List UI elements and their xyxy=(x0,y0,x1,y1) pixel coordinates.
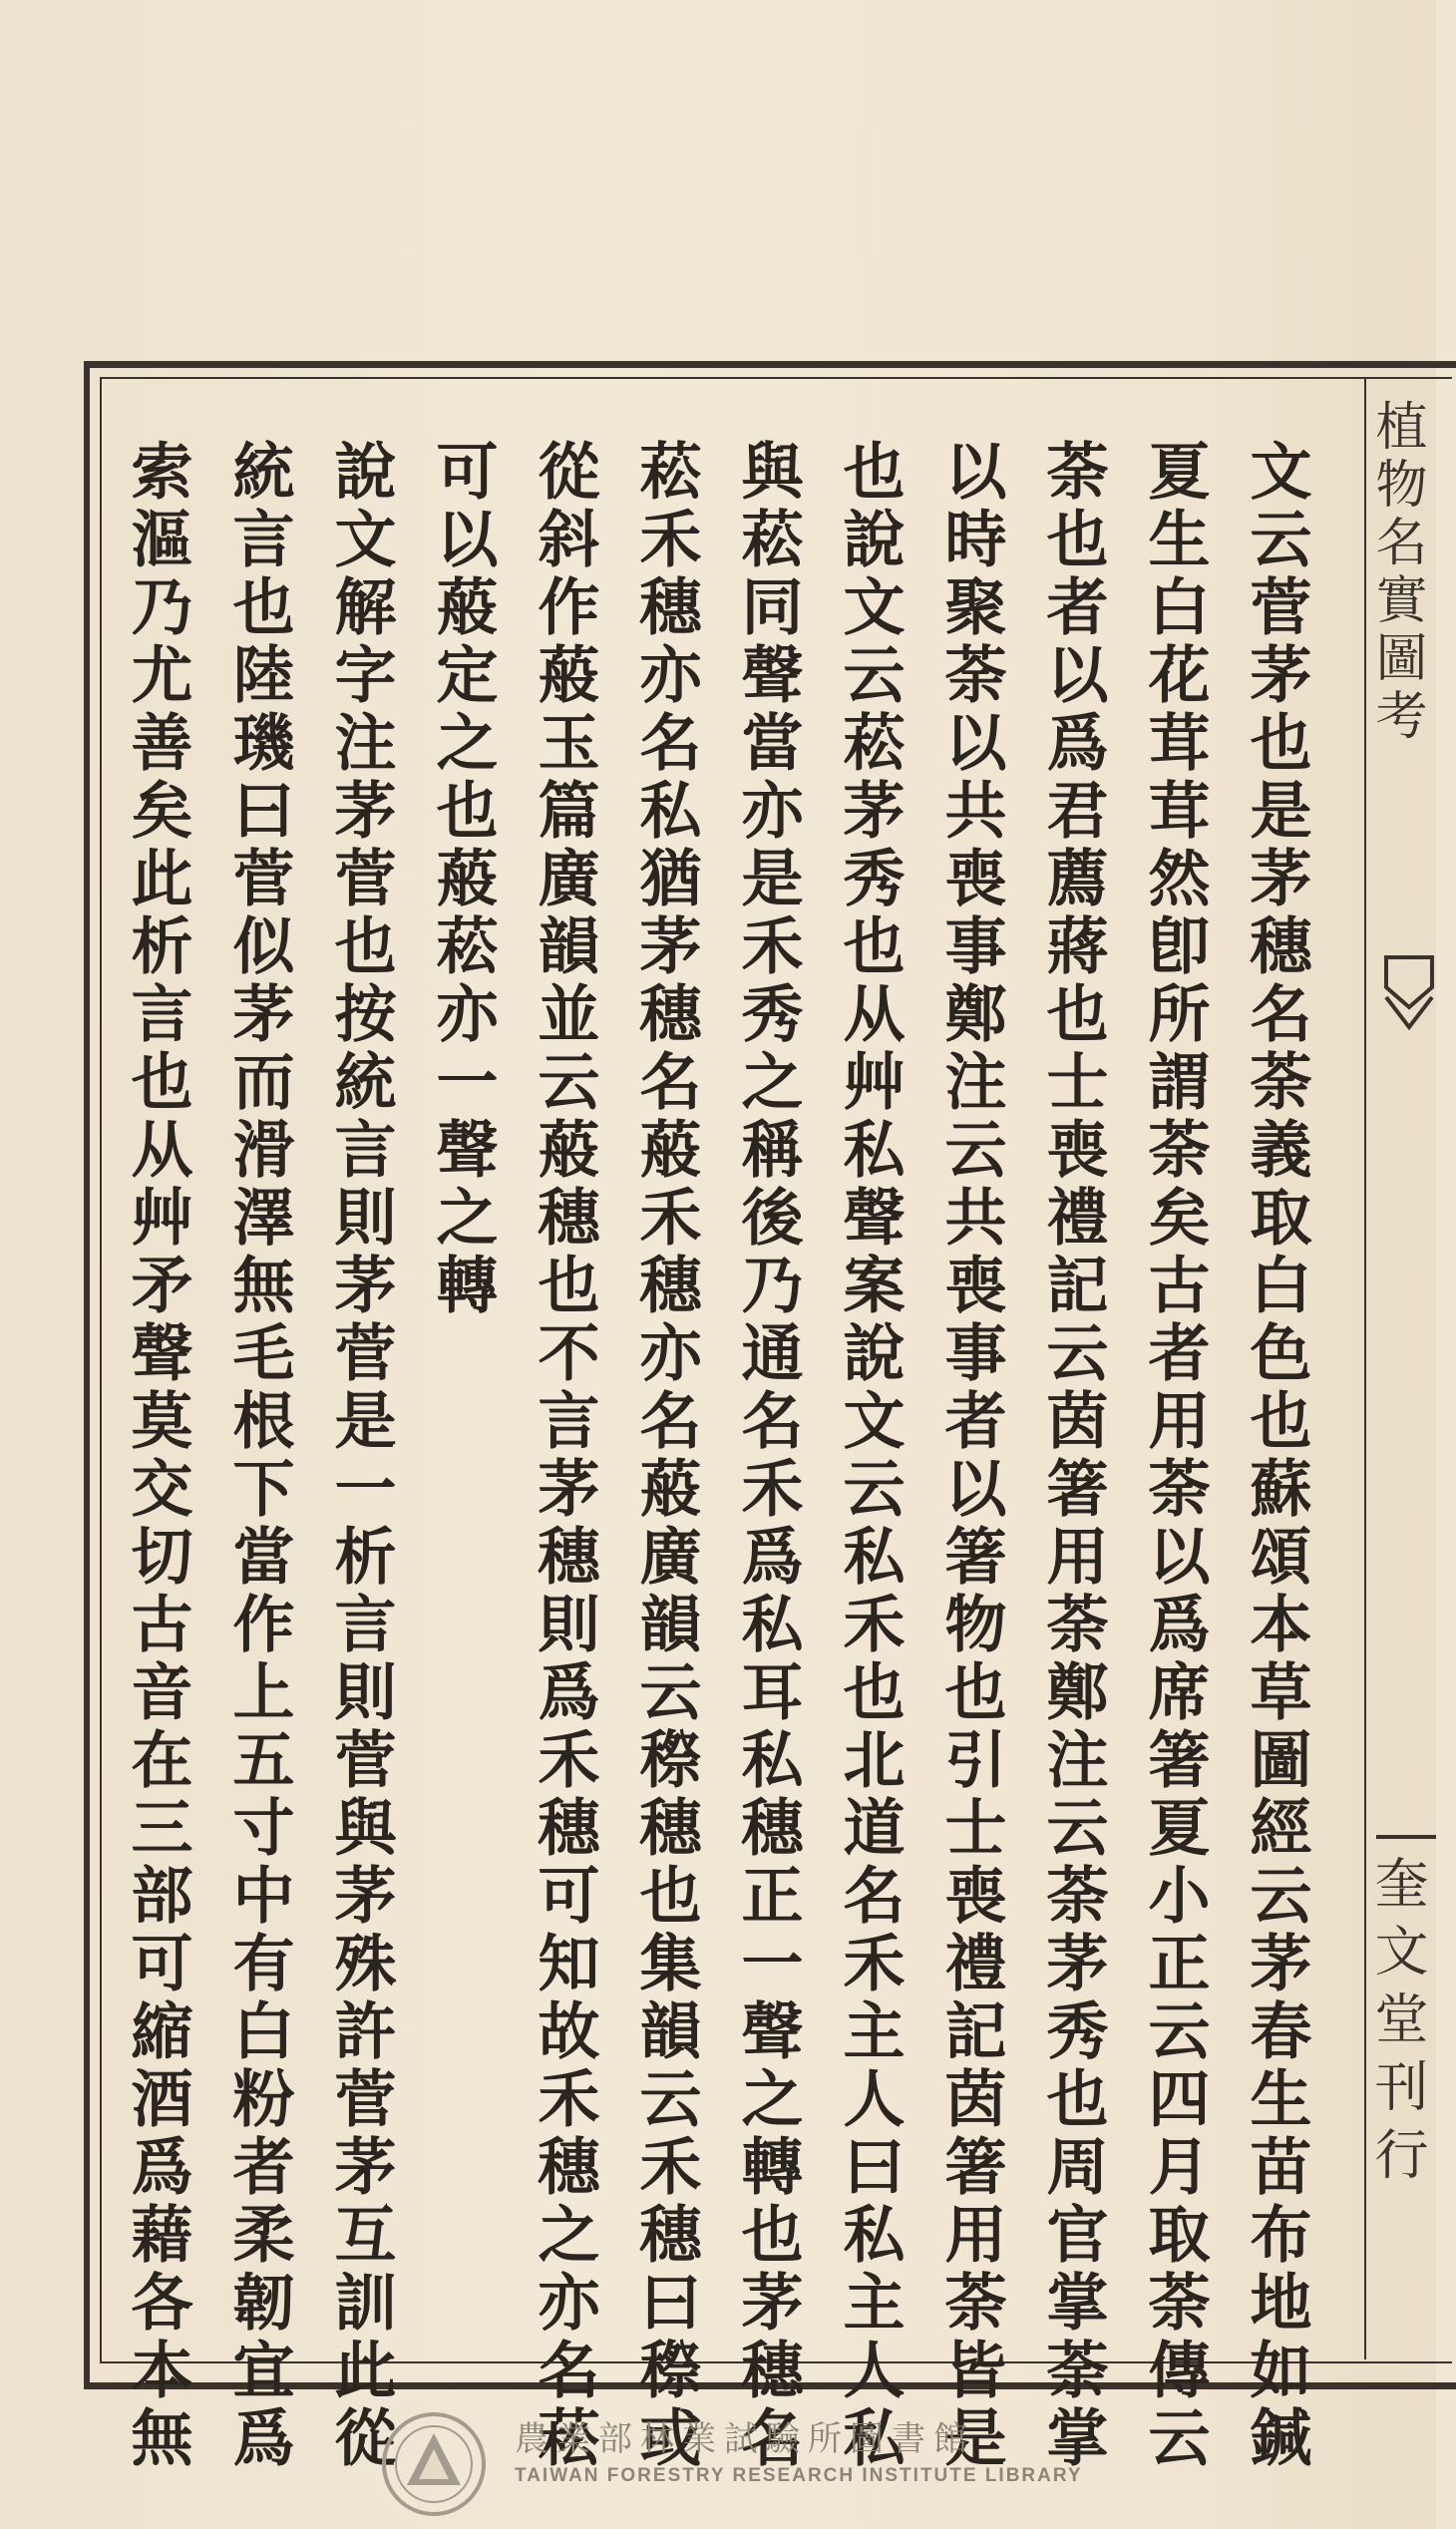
publisher-imprint: 奎文堂刊行 xyxy=(1366,1855,1429,2194)
text-column: 索漚乃尤善矣此析言也从艸矛聲莫交切古音在三部可縮酒爲藉各本無 xyxy=(121,439,193,2473)
text-column: 夏生白花茸茸然卽所謂荼矣古者用荼以爲席箸夏小正云四月取荼傳云 xyxy=(1138,439,1211,2473)
library-name-english: TAIWAN FORESTRY RESEARCH INSTITUTE LIBRARY xyxy=(515,2465,1083,2486)
text-column: 統言也陸璣曰菅似茅而滑澤無毛根下當作上五寸中有白粉者柔韌宜爲 xyxy=(222,439,295,2473)
text-column: 與菘同聲當亦是禾秀之稱後乃通名禾爲私耳私穗正一聲之轉也茅穗名 xyxy=(731,439,804,2473)
text-column: 文云菅茅也是茅穗名荼義取白色也蘇頌本草圖經云茅春生苗布地如鍼 xyxy=(1240,439,1312,2473)
text-column: 荼也者以爲君薦蔣也士喪禮記云茵箸用荼鄭注云荼茅秀也周官掌荼掌 xyxy=(1036,439,1109,2473)
text-column: 說文解字注茅菅也按統言則茅菅是一析言則菅與茅殊許菅茅互訓此從 xyxy=(324,439,397,2473)
text-column: 也說文云菘茅秀也从艸私聲案說文云私禾也北道名禾主人曰私主人私 xyxy=(833,439,906,2473)
library-name-chinese: 農業部林業試驗所圖書館 xyxy=(515,2419,975,2459)
margin-book-title: 植物名實圖考 xyxy=(1366,399,1426,746)
text-column: 從斜作蒰玉篇廣韻並云蒰穗也不言茅穗則爲禾穗可知故禾穗之亦名菘 xyxy=(528,439,600,2473)
margin-divider xyxy=(1376,1835,1436,1839)
text-column: 以時聚荼以共喪事鄭注云共喪事者以箸物也引士喪禮記茵箸用荼皆是 xyxy=(934,439,1007,2473)
library-seal-icon xyxy=(379,2409,489,2519)
text-column: 可以蒰定之也蒰菘亦一聲之轉 xyxy=(426,439,499,1320)
fishtail-mark-icon xyxy=(1382,947,1436,1037)
text-column: 菘禾穗亦名私猶茅穗名蒰禾穗亦名蒰廣韻云穄穗也集韻云禾穗曰穄或 xyxy=(629,439,702,2473)
